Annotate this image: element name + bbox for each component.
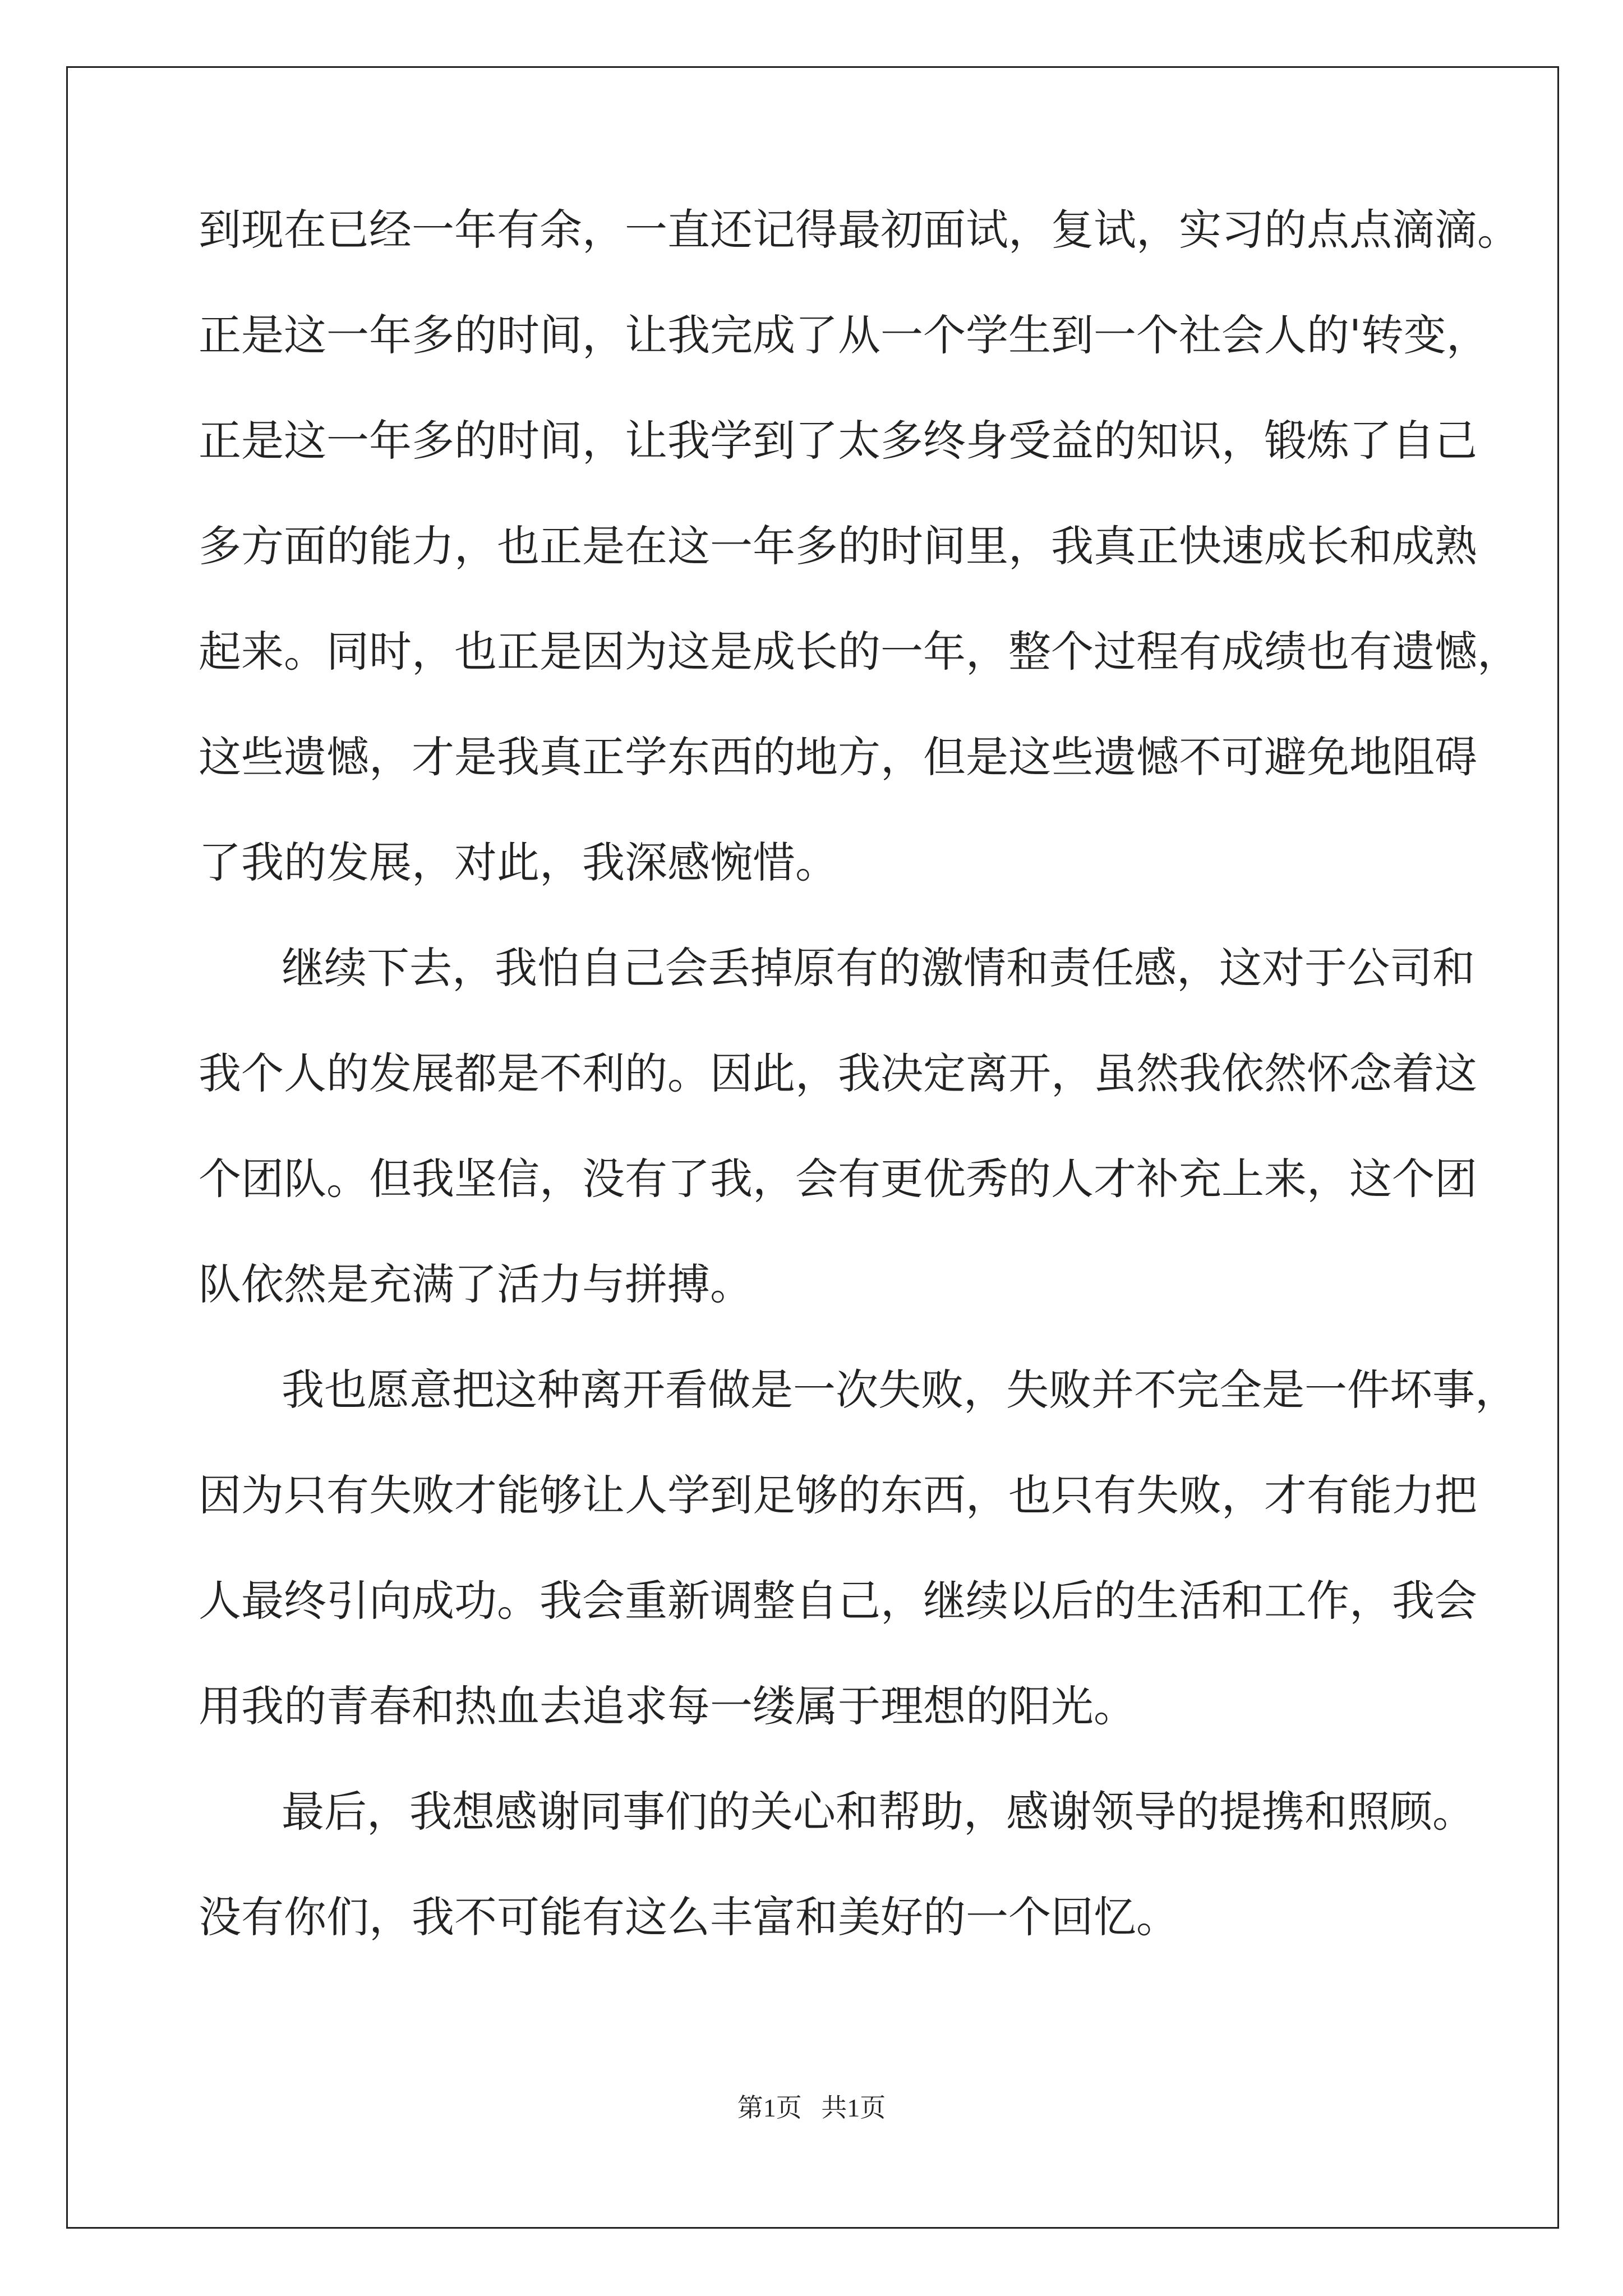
paragraph-first-line: 继续下去，我怕自己会丢掉原有的激情和责任感，这对于公司和 — [282, 943, 1475, 993]
text-line: 这些遗憾，才是我真正学东西的地方，但是这些遗憾不可避免地阻碍 — [199, 732, 1477, 782]
text-line: 正是这一年多的时间，让我学到了太多终身受益的知识，锻炼了自己 — [199, 416, 1477, 466]
paragraph-first-line: 最后，我想感谢同事们的关心和帮助，感谢领导的提携和照顾。 — [282, 1787, 1475, 1837]
text-line: 队依然是充满了活力与拼搏。 — [199, 1259, 753, 1309]
text-line: 正是这一年多的时间，让我完成了从一个学生到一个社会人的'转变， — [199, 310, 1489, 360]
text-line: 起来。同时，也正是因为这是成长的一年，整个过程有成绩也有遗憾， — [199, 627, 1520, 677]
text-line: 到现在已经一年有余，一直还记得最初面试，复试，实习的点点滴滴。 — [199, 205, 1520, 255]
text-line: 因为只有失败才能够让人学到足够的东西，也只有失败，才有能力把 — [199, 1470, 1477, 1520]
text-line: 了我的发展，对此，我深感惋惜。 — [199, 838, 838, 887]
paragraph-first-line: 我也愿意把这种离开看做是一次失败，失败并不完全是一件坏事， — [282, 1365, 1518, 1415]
text-line: 用我的青春和热血去追求每一缕属于理想的阳光。 — [199, 1681, 1136, 1731]
text-line: 人最终引向成功。我会重新调整自己，继续以后的生活和工作，我会 — [199, 1576, 1477, 1626]
page-footer: 第1页 共1页 — [737, 2093, 886, 2122]
text-line: 多方面的能力，也正是在这一年多的时间里，我真正快速成长和成熟 — [199, 521, 1477, 571]
text-line: 没有你们，我不可能有这么丰富和美好的一个回忆。 — [199, 1892, 1179, 1942]
text-line: 我个人的发展都是不利的。因此，我决定离开，虽然我依然怀念着这 — [199, 1048, 1477, 1098]
text-line: 个团队。但我坚信，没有了我，会有更优秀的人才补充上来，这个团 — [199, 1154, 1477, 1204]
